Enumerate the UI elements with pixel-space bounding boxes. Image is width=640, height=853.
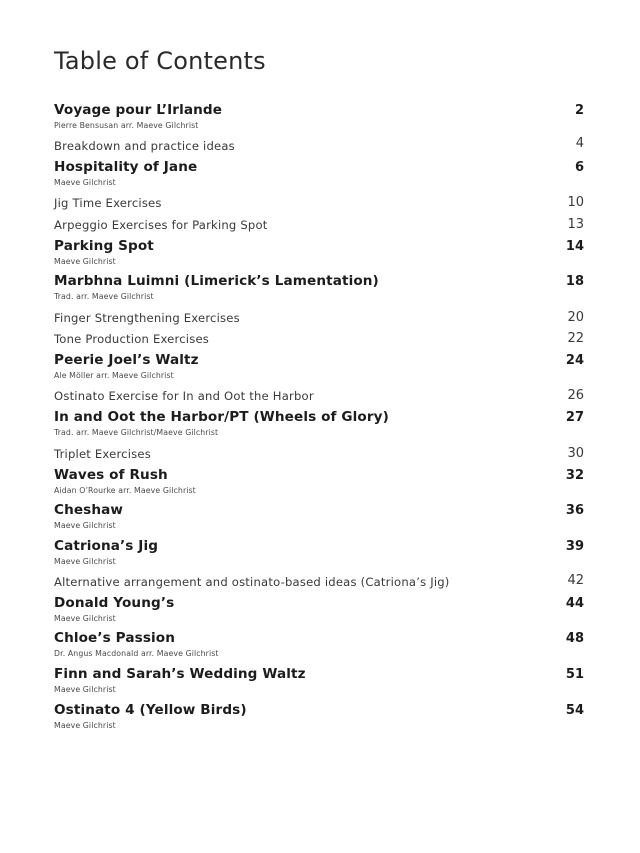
entry-title: Voyage pour L’Irlande — [54, 102, 223, 118]
entry-page-number: 51 — [565, 667, 584, 682]
entry-page-number: 20 — [567, 310, 584, 325]
entry-credit: Trad. arr. Maeve Gilchrist/Maeve Gilchrist — [54, 428, 219, 437]
entry-page-number: 14 — [565, 239, 584, 254]
entry-title: Marbhna Luimni (Limerick’s Lamentation) — [54, 273, 379, 289]
entry-title: Breakdown and practice ideas — [54, 139, 235, 153]
entry-title: Finn and Sarah’s Wedding Waltz — [54, 666, 306, 682]
entry-title: Cheshaw — [54, 502, 124, 518]
entry-title: Peerie Joel’s Waltz — [54, 352, 199, 368]
entry-title: Alternative arrangement and ostinato-based ideas (Catriona’s Jig) — [54, 575, 450, 589]
entry-title: Ostinato 4 (Yellow Birds) — [54, 702, 247, 718]
entry-page-number: 42 — [567, 573, 584, 588]
entry-title: Catriona’s Jig — [54, 538, 159, 554]
entry-credit: Dr. Angus Macdonald arr. Maeve Gilchrist — [54, 649, 219, 658]
entry-page-number: 26 — [567, 388, 584, 403]
entry-title: Tone Production Exercises — [54, 332, 210, 346]
entry-credit: Pierre Bensusan arr. Maeve Gilchrist — [54, 121, 199, 130]
entry-title: Hospitality of Jane — [54, 159, 198, 175]
entry-title: Ostinato Exercise for In and Oot the Harbor — [54, 389, 314, 403]
entry-title: Jig Time Exercises — [54, 196, 162, 210]
entry-credit: Aidan O’Rourke arr. Maeve Gilchrist — [54, 486, 196, 495]
entry-page-number: 32 — [565, 468, 584, 483]
entry-title: Parking Spot — [54, 238, 154, 254]
entry-credit: Maeve Gilchrist — [54, 685, 116, 694]
entry-page-number: 27 — [565, 410, 584, 425]
entry-page-number: 6 — [574, 160, 584, 175]
entry-page-number: 54 — [565, 703, 584, 718]
entry-page-number: 44 — [565, 596, 584, 611]
entry-credit: Maeve Gilchrist — [54, 178, 116, 187]
entry-page-number: 48 — [565, 631, 584, 646]
entry-page-number: 22 — [567, 331, 584, 346]
entry-page-number: 2 — [574, 103, 584, 118]
entry-title: In and Oot the Harbor/PT (Wheels of Glory) — [54, 409, 389, 425]
entry-credit: Maeve Gilchrist — [54, 257, 116, 266]
entry-credit: Maeve Gilchrist — [54, 521, 116, 530]
entry-page-number: 18 — [565, 274, 584, 289]
entry-credit: Maeve Gilchrist — [54, 721, 116, 730]
entry-page-number: 4 — [575, 136, 584, 151]
entry-page-number: 13 — [567, 217, 584, 232]
entry-credit: Maeve Gilchrist — [54, 614, 116, 623]
entry-title: Finger Strengthening Exercises — [54, 311, 240, 325]
entry-title: Arpeggio Exercises for Parking Spot — [54, 218, 268, 232]
entry-page-number: 10 — [567, 195, 584, 210]
entry-page-number: 36 — [565, 503, 584, 518]
entry-page-number: 30 — [567, 446, 584, 461]
entry-page-number: 24 — [565, 353, 584, 368]
entry-title: Chloe’s Passion — [54, 630, 175, 646]
entry-title: Triplet Exercises — [54, 447, 151, 461]
entry-title: Donald Young’s — [54, 595, 175, 611]
page-title: Table of Contents — [54, 47, 266, 75]
entry-credit: Maeve Gilchrist — [54, 557, 116, 566]
entry-title: Waves of Rush — [54, 467, 168, 483]
entry-page-number: 39 — [565, 539, 584, 554]
entry-credit: Trad. arr. Maeve Gilchrist — [54, 292, 154, 301]
entry-credit: Ale Möller arr. Maeve Gilchrist — [54, 371, 174, 380]
